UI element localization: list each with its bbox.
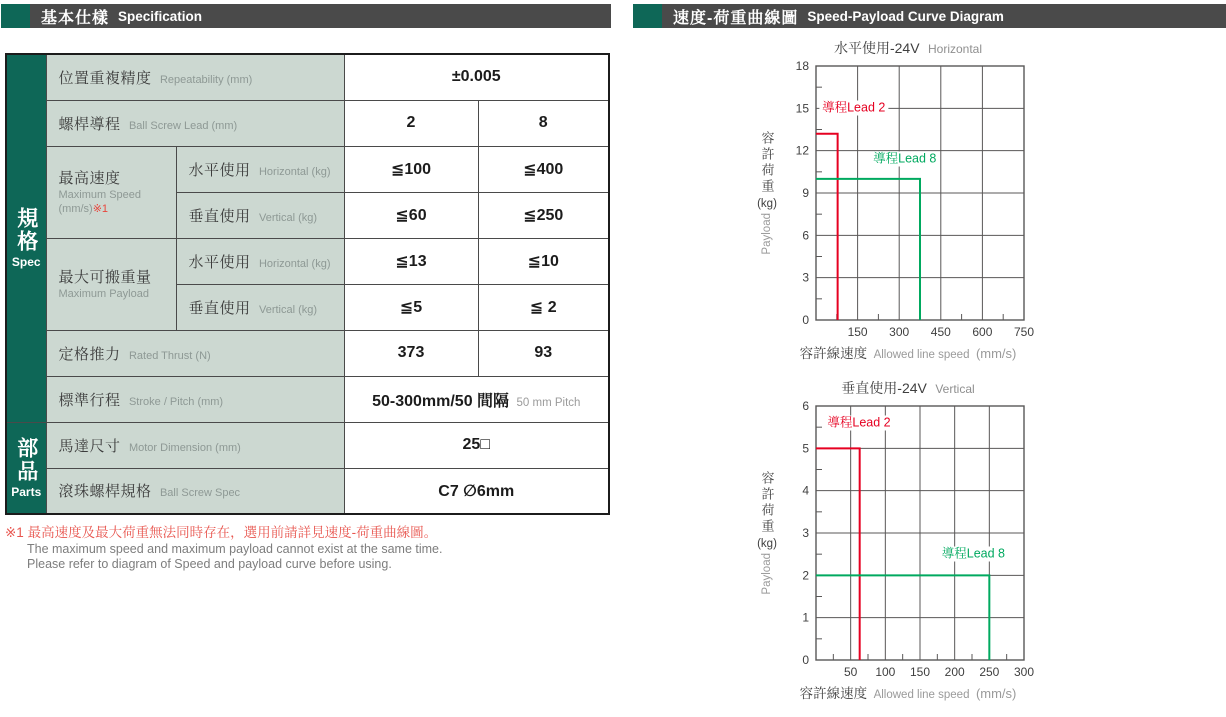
value-payload-h-lead2: ≦13 (344, 238, 478, 284)
label-en: Rated Thrust (N) (128, 349, 211, 362)
spec-header-title-en: Specification (118, 8, 203, 24)
value-stroke (344, 376, 609, 422)
y-axis-label-unit: (kg) (757, 538, 777, 551)
label-en: Horizontal (kg) (258, 165, 331, 178)
row-max-payload-horizontal (6, 238, 609, 284)
row-ball-screw-lead (6, 100, 609, 146)
chart-title (782, 378, 1034, 398)
sublabel-speed-vertical (176, 192, 344, 238)
svg-text:2: 2 (802, 568, 809, 583)
label-en: Vertical (kg) (258, 211, 318, 224)
svg-text:750: 750 (1013, 325, 1034, 339)
value-speed-h-lead2: ≦100 (344, 146, 478, 192)
svg-text:100: 100 (875, 665, 896, 679)
label-stroke (46, 376, 344, 422)
sublabel-payload-vertical (176, 284, 344, 330)
x-axis-label (782, 342, 1034, 363)
footnote-marker: ※1 (92, 203, 109, 215)
svg-text:50: 50 (843, 665, 858, 679)
svg-text:0: 0 (802, 313, 809, 327)
x-axis-label-zh: 容許線速度 (799, 686, 868, 701)
label-zh: 垂直使用 (188, 207, 251, 225)
label-zh: 垂直使用 (188, 299, 251, 317)
stroke-value-sub: 50 mm Pitch (516, 396, 581, 409)
y-axis-label (752, 131, 782, 255)
svg-text:1: 1 (802, 610, 809, 625)
sidebar-spec (6, 54, 46, 422)
label-max-speed (46, 146, 176, 238)
x-axis-label-en: Allowed line speed (873, 689, 970, 701)
chart-svg (782, 400, 1034, 680)
label-zh: 螺桿導程 (58, 115, 121, 133)
x-axis-label-unit: (mm/s) (975, 346, 1017, 361)
footnote (5, 525, 615, 571)
label-en: Ball Screw Lead (mm) (128, 119, 238, 132)
value-payload-h-lead8: ≦10 (478, 238, 609, 284)
row-repeatability (6, 54, 609, 100)
y-axis-label-en: Payload (761, 213, 773, 255)
svg-text:3: 3 (802, 270, 809, 285)
chart-plot-area (782, 60, 1034, 340)
row-rated-thrust (6, 330, 609, 376)
chart-title-en: Vertical (935, 382, 975, 396)
sidebar-spec-zh: 規格 (14, 207, 38, 254)
chart-vertical (752, 378, 1034, 703)
value-lead-2: 2 (344, 100, 478, 146)
label-motor-dimension (46, 422, 344, 468)
sidebar-spec-en: Spec (11, 255, 41, 270)
svg-text:150: 150 (847, 325, 868, 339)
label-en: Stroke / Pitch (mm) (128, 395, 224, 408)
sidebar-parts-en: Parts (11, 484, 42, 499)
series-label: 導程Lead 2 (824, 415, 893, 430)
value-payload-v-lead2: ≦5 (344, 284, 478, 330)
label-zh: 滾珠螺桿規格 (58, 483, 152, 501)
sublabel-speed-horizontal (176, 146, 344, 192)
label-zh: 定格推力 (58, 345, 121, 363)
spec-header-bar (30, 4, 611, 28)
row-motor-dimension (6, 422, 609, 468)
label-en: Horizontal (kg) (258, 257, 331, 270)
y-axis-label (752, 471, 782, 595)
svg-text:300: 300 (1013, 665, 1034, 679)
row-ball-screw-spec (6, 468, 609, 514)
row-stroke (6, 376, 609, 422)
header-accent-square (1, 4, 30, 28)
label-zh: 標準行程 (58, 391, 121, 409)
label-zh: 馬達尺寸 (58, 437, 121, 455)
series-label: 導程Lead 8 (870, 152, 939, 167)
value-payload-v-lead8: ≦ 2 (478, 284, 609, 330)
label-zh: 水平使用 (188, 161, 251, 179)
x-axis-label-en: Allowed line speed (873, 349, 970, 361)
value-speed-v-lead2: ≦60 (344, 192, 478, 238)
svg-text:6: 6 (802, 228, 809, 243)
label-max-payload (46, 238, 176, 330)
chart-title-zh: 垂直使用-24V (841, 380, 927, 396)
label-zh: 位置重複精度 (58, 69, 152, 87)
label-rated-thrust (46, 330, 344, 376)
value-motor-dimension: 25□ (344, 422, 609, 468)
svg-text:200: 200 (944, 665, 965, 679)
curve-section-header (633, 4, 1226, 28)
value-repeatability: ±0.005 (344, 54, 609, 100)
svg-text:4: 4 (802, 483, 809, 498)
spec-header-title-zh: 基本仕樣 (41, 9, 110, 27)
header-accent-square (633, 4, 662, 28)
label-en: Vertical (kg) (258, 303, 318, 316)
stroke-value-main: 50-300mm/50 間隔 (372, 392, 510, 410)
svg-text:300: 300 (889, 325, 910, 339)
curve-header-bar (662, 4, 1226, 28)
label-zh: 水平使用 (188, 253, 251, 271)
value-lead-8: 8 (478, 100, 609, 146)
label-en: Repeatability (mm) (159, 73, 253, 86)
series-label: 導程Lead 8 (939, 547, 1008, 562)
value-speed-v-lead8: ≦250 (478, 192, 609, 238)
label-en-unit (59, 203, 176, 217)
svg-text:15: 15 (795, 101, 809, 116)
label-unit: (mm/s) (58, 203, 93, 215)
svg-text:0: 0 (802, 653, 809, 667)
value-thrust-lead2: 373 (344, 330, 478, 376)
svg-text:450: 450 (930, 325, 951, 339)
svg-text:9: 9 (802, 186, 809, 200)
label-en: Motor Dimension (mm) (128, 441, 241, 454)
y-axis-label-zh: 容許荷重 (759, 131, 775, 196)
svg-text:150: 150 (909, 665, 931, 679)
label-ball-screw-spec (46, 468, 344, 514)
chart-title-en: Horizontal (928, 42, 983, 56)
label-en: Ball Screw Spec (159, 487, 241, 500)
label-zh: 最高速度 (58, 170, 121, 188)
y-axis-label-en: Payload (761, 553, 773, 595)
footnote-line-en2: Please refer to diagram of Speed and payload curve before using. (27, 556, 392, 571)
svg-text:18: 18 (795, 60, 809, 73)
sublabel-payload-horizontal (176, 238, 344, 284)
svg-text:12: 12 (795, 143, 809, 158)
series-label: 導程Lead 2 (819, 101, 888, 116)
label-ball-screw-lead (46, 100, 344, 146)
value-ball-screw-spec: C7 ∅6mm (344, 468, 609, 514)
spec-section-header (1, 4, 611, 28)
chart-title (782, 38, 1034, 58)
x-axis-label-unit: (mm/s) (975, 686, 1017, 701)
footnote-line-en1: The maximum speed and maximum payload cannot exist at the same time. (27, 541, 443, 556)
row-max-speed-horizontal (6, 146, 609, 192)
y-axis-label-unit: (kg) (757, 198, 777, 211)
spec-table (5, 53, 610, 515)
svg-text:250: 250 (979, 665, 1000, 679)
sidebar-parts-zh: 部品 (14, 436, 38, 483)
y-axis-label-zh: 容許荷重 (759, 471, 775, 536)
label-en: Maximum Payload (58, 288, 149, 301)
value-speed-h-lead8: ≦400 (478, 146, 609, 192)
svg-text:6: 6 (802, 400, 809, 413)
label-en: Maximum Speed (58, 189, 142, 202)
x-axis-label-zh: 容許線速度 (799, 346, 868, 361)
chart-plot-area (782, 400, 1034, 680)
svg-text:5: 5 (802, 441, 809, 456)
curve-header-title-zh: 速度-荷重曲線圖 (673, 9, 799, 27)
chart-horizontal (752, 38, 1034, 363)
sidebar-parts (6, 422, 46, 514)
value-thrust-lead8: 93 (478, 330, 609, 376)
footnote-line-zh: ※1 最高速度及最大荷重無法同時存在，選用前請詳見速度-荷重曲線圖。 (5, 525, 438, 540)
chart-title-zh: 水平使用-24V (833, 40, 920, 56)
label-zh: 最大可搬重量 (58, 269, 152, 287)
svg-text:600: 600 (972, 325, 993, 339)
svg-text:3: 3 (802, 526, 809, 540)
label-repeatability (46, 54, 344, 100)
x-axis-label (782, 682, 1034, 703)
curve-header-title-en: Speed-Payload Curve Diagram (807, 8, 1004, 24)
